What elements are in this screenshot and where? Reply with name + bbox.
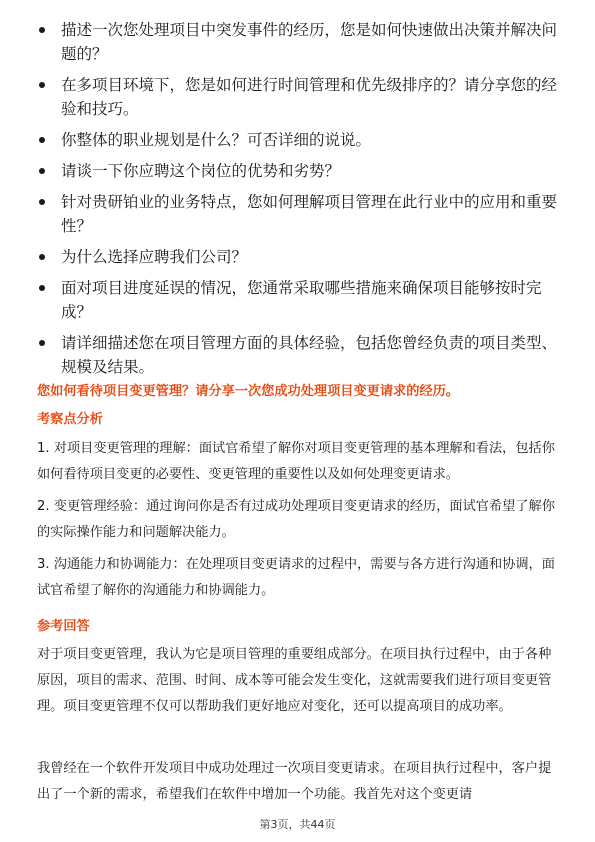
- list-item: 在多项目环境下，您是如何进行时间管理和优先级排序的？请分享您的经验和技巧。: [37, 73, 557, 121]
- bullet-dot-icon: [39, 340, 45, 346]
- interview-question: 您如何看待项目变更管理？请分享一次您成功处理项目变更请求的经历。: [37, 384, 459, 399]
- bullet-dot-icon: [39, 27, 45, 33]
- page-number: 第3页，共44页: [259, 818, 336, 831]
- answer-heading: 参考回答: [37, 619, 90, 634]
- bullet-dot-icon: [39, 199, 45, 205]
- bullet-dot-icon: [39, 254, 45, 260]
- answer-paragraph: 对于项目变更管理，我认为它是项目管理的重要组成部分。在项目执行过程中，由于各种原因，项目的需求、范围、时间、成本等可能会发生变化，这就需要我们进行项目变更管理。项目变更管理不仅可以帮助我们更好地应对变化，还可以提高项目的成功率。: [37, 647, 552, 714]
- list-item: 请谈一下你应聘这个岗位的优势和劣势？: [37, 159, 557, 183]
- list-item: 为什么选择应聘我们公司？: [37, 245, 557, 269]
- list-item: 针对贵研铂业的业务特点，您如何理解项目管理在此行业中的应用和重要性？: [37, 190, 557, 238]
- list-item: 面对项目进度延误的情况，您通常采取哪些措施来确保项目能够按时完成？: [37, 276, 557, 324]
- bullet-dot-icon: [39, 137, 45, 143]
- bullet-dot-icon: [39, 285, 45, 291]
- question-list: [37, 18, 557, 386]
- list-item: 你整体的职业规划是什么？可否详细的说说。: [37, 128, 557, 152]
- analysis-point: 3. 沟通能力和协调能力：在处理项目变更请求的过程中，需要与各方进行沟通和协调，面试官希望了解你的沟通能力和协调能力。: [37, 557, 555, 598]
- bullet-dot-icon: [39, 82, 45, 88]
- list-item: 描述一次您处理项目中突发事件的经历，您是如何快速做出决策并解决问题的？: [37, 18, 557, 66]
- analysis-point: 1. 对项目变更管理的理解：面试官希望了解你对项目变更管理的基本理解和看法，包括你如何看待项目变更的必要性、变更管理的重要性以及如何处理变更请求。: [37, 441, 555, 482]
- analysis-heading: 考察点分析: [37, 412, 103, 427]
- bullet-dot-icon: [39, 168, 45, 174]
- list-item: 请详细描述您在项目管理方面的具体经验，包括您曾经负责的项目类型、规模及结果。: [37, 331, 557, 379]
- analysis-point: 2. 变更管理经验：通过询问你是否有过成功处理项目变更请求的经历，面试官希望了解你的实际操作能力和问题解决能力。: [37, 499, 555, 540]
- answer-paragraph: 我曾经在一个软件开发项目中成功处理过一次项目变更请求。在项目执行过程中，客户提出了一个新的需求，希望我们在软件中增加一个功能。我首先对这个变更请: [37, 761, 552, 802]
